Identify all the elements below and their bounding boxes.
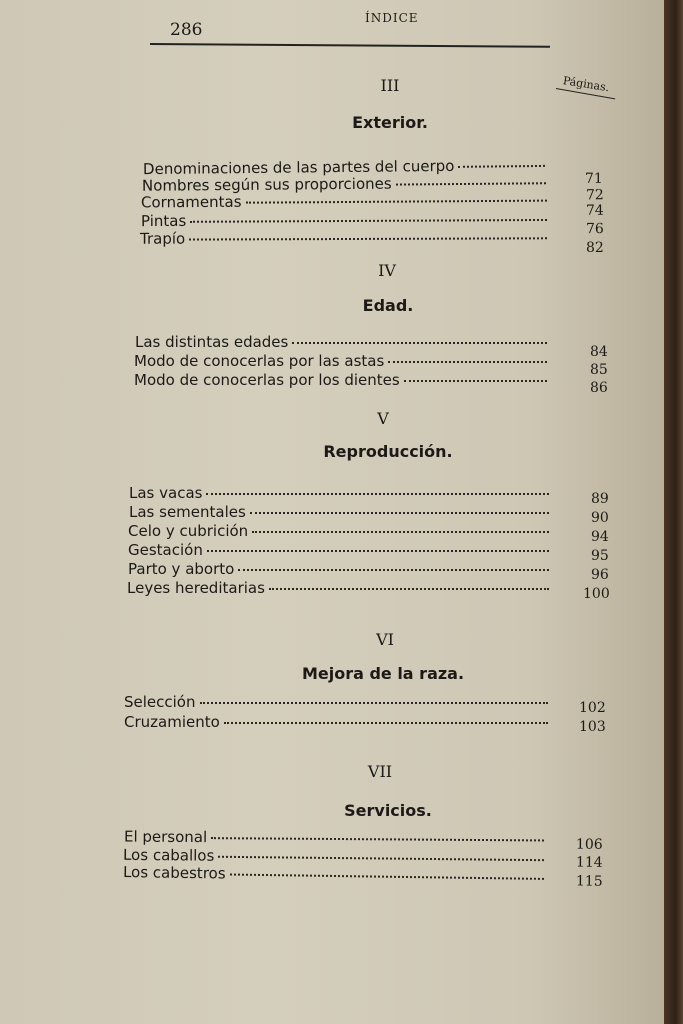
toc-entry [128, 560, 609, 583]
entry-page: 72 [585, 187, 604, 204]
section-number: V [377, 409, 389, 428]
entry-label: Celo y cubrición [128, 522, 249, 540]
entry-label: Los cabestros [122, 863, 226, 883]
dot-leader [404, 379, 547, 382]
section-title: Edad. [362, 296, 414, 315]
toc-entry [128, 522, 609, 545]
dot-leader [224, 721, 548, 724]
page-number: 286 [170, 20, 203, 40]
section-title: Reproducción. [323, 442, 453, 461]
dot-leader [252, 530, 549, 533]
toc-entry [129, 484, 609, 507]
header-rule [150, 43, 550, 48]
toc-entry [129, 503, 609, 526]
entry-label: Las sementales [129, 503, 246, 521]
dot-leader [218, 855, 544, 861]
entry-label: Pintas [140, 211, 187, 231]
entry-page: 95 [591, 548, 609, 564]
book-spine-edge [664, 0, 683, 1024]
dot-leader [190, 218, 547, 223]
dot-leader [211, 836, 544, 841]
entry-page: 100 [583, 586, 610, 602]
section-number: VI [376, 630, 394, 649]
entry-label: Nombres según sus proporciones [141, 174, 392, 195]
entry-page: 96 [591, 567, 609, 583]
entry-page: 89 [591, 491, 609, 507]
toc-entry [124, 713, 606, 735]
toc-entry [135, 333, 608, 360]
section-number: IV [378, 261, 396, 280]
running-head: ÍNDICE [365, 11, 419, 25]
entry-label: Modo de conocerlas por los dientes [134, 371, 400, 389]
toc-entry [124, 693, 606, 716]
dot-leader [388, 360, 547, 363]
entry-page: 76 [585, 221, 604, 238]
entry-label: Modo de conocerlas por las astas [134, 352, 385, 370]
dot-leader [245, 199, 547, 204]
section-title: Servicios. [344, 801, 432, 820]
dot-leader [269, 587, 549, 590]
entry-page: 106 [575, 836, 603, 853]
section-number: VII [367, 762, 393, 781]
dot-leader [207, 549, 549, 552]
entry-page: 85 [590, 362, 608, 378]
entry-label: Selección [124, 693, 196, 711]
entry-label: Denominaciones de las partes del cuerpo [142, 156, 455, 179]
paginas-label: Páginas. [561, 74, 611, 95]
section-number: III [380, 76, 400, 95]
entry-page: 84 [590, 344, 608, 360]
dot-leader [189, 236, 547, 240]
entry-page: 74 [585, 202, 604, 219]
toc-page-only [586, 240, 616, 259]
dot-leader [458, 164, 545, 168]
entry-page: 86 [590, 380, 608, 396]
toc-entry [134, 371, 608, 396]
entry-label: Trapío [139, 229, 186, 248]
dot-leader [396, 181, 546, 185]
dot-leader [206, 492, 549, 495]
entry-label: Los caballos [122, 845, 215, 865]
entry-label: Cornamentas [140, 192, 242, 212]
entry-page: 103 [579, 719, 606, 735]
entry-label: Cruzamiento [124, 713, 220, 731]
section-title: Exterior. [352, 113, 428, 132]
entry-page: 82 [586, 240, 604, 256]
entry-page: 71 [584, 170, 603, 187]
entry-label: Parto y aborto [128, 560, 235, 578]
dot-leader [200, 701, 549, 704]
dot-leader [238, 568, 549, 571]
dot-leader [250, 511, 549, 514]
entry-label: El personal [123, 827, 208, 847]
entry-page: 94 [591, 529, 609, 545]
dot-leader [292, 341, 547, 344]
section-title: Mejora de la raza. [301, 664, 465, 683]
entry-label: Gestación [128, 541, 203, 559]
entry-label: Las distintas edades [135, 333, 289, 351]
entry-page: 115 [575, 873, 603, 890]
toc-entry [127, 579, 610, 602]
entry-page: 102 [579, 700, 606, 716]
entry-page: 90 [591, 510, 609, 526]
entry-label: Leyes hereditarias [127, 579, 265, 597]
entry-label: Las vacas [129, 484, 203, 502]
dot-leader [230, 873, 544, 880]
entry-page: 114 [575, 854, 603, 871]
toc-entry [128, 541, 609, 564]
